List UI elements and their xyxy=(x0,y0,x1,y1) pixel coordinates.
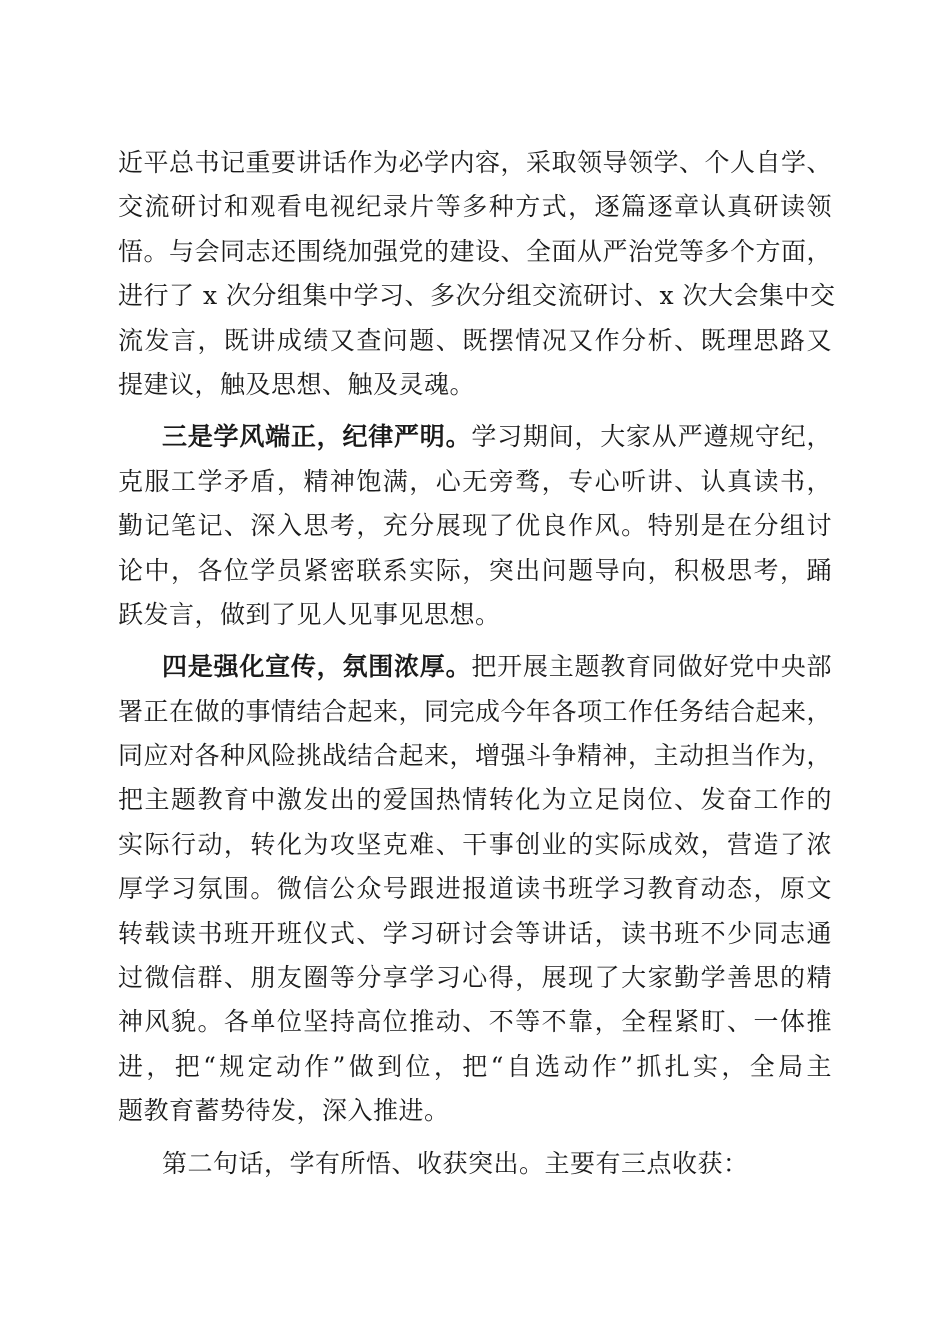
paragraph-lead-rest: 把开展主题教育同做好党中央部 xyxy=(471,652,832,682)
text-line: 实际行动，转化为攻坚克难、干事创业的实际成效，营造了浓 xyxy=(118,829,832,859)
text-line-first xyxy=(118,415,832,459)
text-line: 流发言，既讲成绩又查问题、既摆情况又作分析、既理思路又 xyxy=(118,325,832,355)
paragraph-1 xyxy=(118,141,836,407)
text-line: 过微信群、朋友圈等分享学习心得，展现了大家勤学善思的精 xyxy=(118,963,832,993)
text-line: 论中，各位学员紧密联系实际，突出问题导向，积极思考，踊 xyxy=(118,555,832,585)
paragraph-lead-rest: 学习期间，大家从严遵规守纪， xyxy=(471,422,832,452)
text-line-first xyxy=(118,645,832,689)
text-line: 悟。与会同志还围绕加强党的建设、全面从严治党等多个方面， xyxy=(118,236,833,266)
paragraph-gap xyxy=(118,637,832,645)
text-line: 转载读书班开班仪式、学习研讨会等讲话，读书班不少同志通 xyxy=(118,918,832,948)
text-line: 同应对各种风险挑战结合起来，增强斗争精神，主动担当作为， xyxy=(118,741,833,771)
text-line: 进，把“规定动作”做到位，把“自选动作”抓扎实，全局主 xyxy=(118,1051,832,1081)
paragraph-lead: 四是强化宣传，氛围浓厚。 xyxy=(162,652,472,682)
text-line: 把主题教育中激发出的爱国热情转化为立足岗位、发奋工作的 xyxy=(118,785,832,815)
text-line: 题教育蓄势待发，深入推进。 xyxy=(118,1096,450,1126)
text-line: 克服工学矛盾，精神饱满，心无旁骛，专心听讲、认真读书， xyxy=(118,466,832,496)
text-line: 署正在做的事情结合起来，同完成今年各项工作任务结合起来， xyxy=(118,696,833,726)
text-line: 第二句话，学有所悟、收获突出。主要有三点收获： xyxy=(162,1148,749,1178)
paragraph-gap xyxy=(118,407,832,415)
text-line: 进行了 x 次分组集中学习、多次分组交流研讨、x 次大会集中交 xyxy=(118,281,836,311)
paragraph-3 xyxy=(118,645,832,1133)
text-line: 提建议，触及思想、触及灵魂。 xyxy=(118,369,476,399)
text-line: 厚学习氛围。微信公众号跟进报道读书班学习教育动态，原文 xyxy=(118,874,832,904)
paragraph-2 xyxy=(118,415,832,637)
text-line: 勤记笔记、深入思考，充分展现了优良作风。特别是在分组讨 xyxy=(118,511,832,541)
document-page xyxy=(118,141,836,1186)
paragraph-lead: 三是学风端正，纪律严明。 xyxy=(162,422,472,452)
paragraph-gap xyxy=(118,1134,832,1142)
text-line: 跃发言，做到了见人见事见思想。 xyxy=(118,599,501,629)
text-line: 神风貌。各单位坚持高位推动、不等不靠，全程紧盯、一体推 xyxy=(118,1007,832,1037)
paragraph-4 xyxy=(118,1142,832,1186)
text-line: 近平总书记重要讲话作为必学内容，采取领导领学、个人自学、 xyxy=(118,148,833,177)
text-line: 交流研讨和观看电视纪录片等多种方式，逐篇逐章认真研读领 xyxy=(118,192,832,222)
